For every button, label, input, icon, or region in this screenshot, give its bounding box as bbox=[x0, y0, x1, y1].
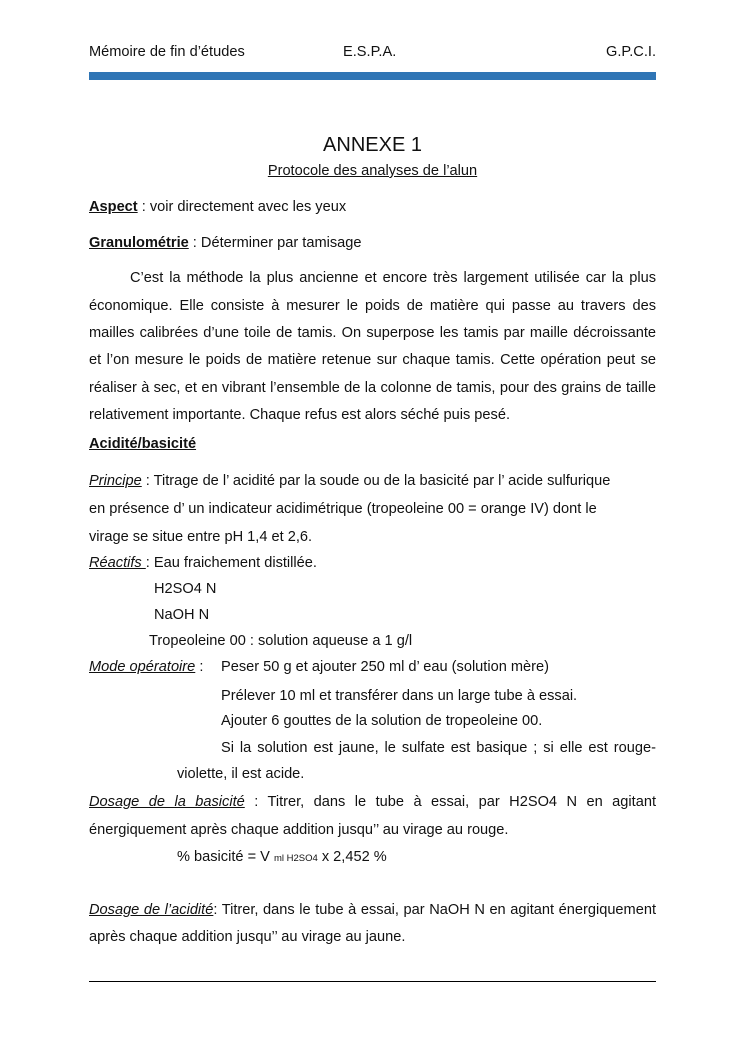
basicite-line: énergiquement après chaque addition jusqu’’ au virage au rouge. bbox=[89, 822, 509, 838]
page-title: ANNEXE 1 bbox=[323, 134, 422, 156]
header-right: G.P.C.I. bbox=[605, 44, 656, 60]
granulometrie-line: Granulométrie : Déterminer par tamisage bbox=[89, 235, 362, 251]
footer-rule bbox=[89, 981, 656, 982]
mode-step: Si la solution est jaune, le sulfate est basique ; si elle est rouge- bbox=[221, 740, 656, 756]
paragraph-line: et l’on mesure le poids de matière retenue sur chaque tamis. Cette opération peut se bbox=[89, 352, 656, 368]
acidite-line: Dosage de l’acidité: Titrer, dans le tube à essai, par NaOH N en agitant énergiquement bbox=[89, 902, 656, 918]
paragraph-line: relativement importante. Chaque refus est alors séché puis pesé. bbox=[89, 407, 511, 423]
mode-step: Peser 50 g et ajouter 250 ml d’ eau (solution mère) bbox=[221, 659, 549, 675]
paragraph-line: économique. Elle consiste à mesurer le poids de matière qui passe au travers des bbox=[89, 298, 656, 314]
basicite-line: Dosage de la basicité : Titrer, dans le tube à essai, par H2SO4 N en agitant bbox=[89, 794, 657, 810]
mode-label: Mode opératoire : bbox=[89, 659, 204, 675]
reactif-item: H2SO4 N bbox=[154, 581, 217, 597]
reactif-item: Tropeoleine 00 : solution aqueuse a 1 g/l bbox=[149, 633, 413, 649]
basicite-formula: % basicité = V ml H2SO4 x 2,452 % bbox=[177, 849, 387, 865]
principe-line: virage se situe entre pH 1,4 et 2,6. bbox=[89, 529, 313, 545]
paragraph-line: réaliser à sec, et en vibrant l’ensemble de la colonne de tamis, pour des grains de taille bbox=[89, 380, 656, 396]
mode-step: violette, il est acide. bbox=[177, 766, 305, 782]
mode-step: Prélever 10 ml et transférer dans un large tube à essai. bbox=[221, 688, 578, 704]
principe-line: Principe : Titrage de l’ acidité par la soude ou de la basicité par l’ acide sulfurique bbox=[89, 473, 611, 489]
paragraph-line: C’est la méthode la plus ancienne et encore très largement utilisée car la plus bbox=[130, 270, 656, 286]
acidite-line: après chaque addition jusqu’’ au virage au jaune. bbox=[89, 929, 406, 945]
header-left: Mémoire de fin d’études bbox=[89, 44, 245, 60]
section-heading: Acidité/basicité bbox=[89, 436, 197, 452]
principe-line: en présence d’ un indicateur acidimétrique (tropeoleine 00 = orange IV) dont le bbox=[89, 501, 597, 517]
header-bar bbox=[89, 72, 656, 80]
reactif-item: NaOH N bbox=[154, 607, 210, 623]
page-subtitle: Protocole des analyses de l’alun bbox=[267, 163, 478, 179]
paragraph-line: mailles calibrées d’une toile de tamis. On superpose les tamis par maille décroissante bbox=[89, 325, 656, 341]
header-center: E.S.P.A. bbox=[343, 44, 397, 60]
aspect-line: Aspect : voir directement avec les yeux bbox=[89, 199, 347, 215]
mode-step: Ajouter 6 gouttes de la solution de tropeoleine 00. bbox=[221, 713, 543, 729]
reactifs-line: Réactifs : Eau fraichement distillée. bbox=[89, 555, 317, 571]
